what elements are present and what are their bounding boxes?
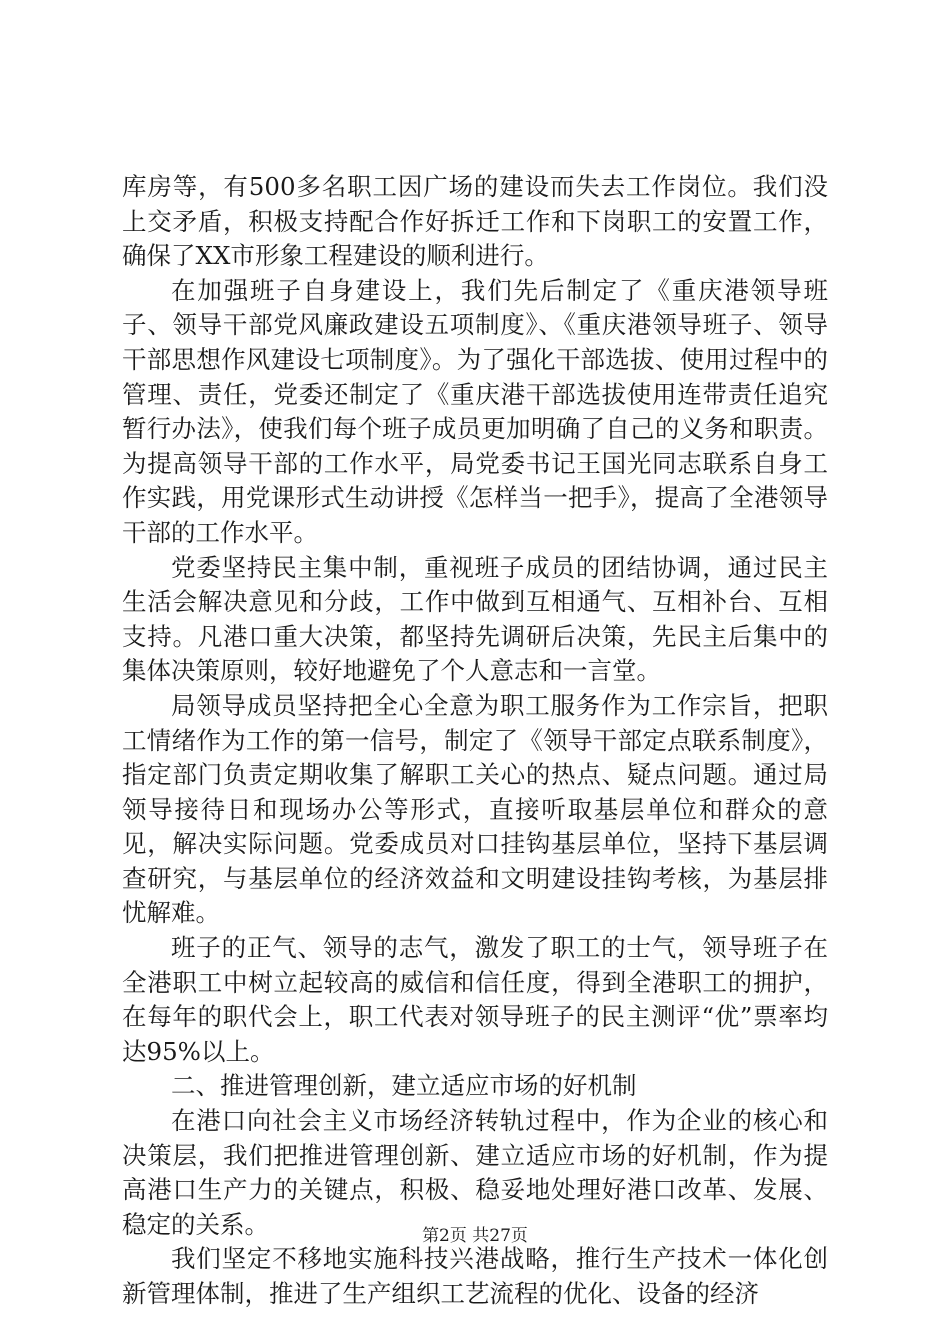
paragraph-2: 在加强班子自身建设上，我们先后制定了《重庆港领导班子、领导干部党风廉政建设五项制度》、《重庆港领导班子、领导干部思想作风建设七项制度》。为了强化干部选拔、使用过程中的管理、责任，党委还制定了《重庆港干部选拔使用连带责任追究暂行办法》，使我们每个班子成员更加明确了自己的义务和职责。为提高领导干部的工作水平，局党委书记王国光同志联系自身工作实践，用党课形式生动讲授《怎样当一把手》，提高了全港领导干部的工作水平。 [122,275,828,547]
section-heading: 二、推进管理创新，建立适应市场的好机制 [171,1071,637,1101]
paragraph-5: 班子的正气、领导的志气，激发了职工的士气，领导班子在全港职工中树立起较高的威信和信任度，得到全港职工的拥护，在每年的职代会上，职工代表对领导班子的民主测评“优”票率均达95%以上。 [122,933,828,1066]
paragraph-7: 我们坚定不移地实施科技兴港战略，推行生产技术一体化创新管理体制，推进了生产组织工艺流程的优化、设备的经济 [122,1244,828,1308]
document-body [122,170,828,1312]
paragraph-3: 党委坚持民主集中制，重视班子成员的团结协调，通过民主生活会解决意见和分歧，工作中做到互相通气、互相补台、互相支持。凡港口重大决策，都坚持先调研后决策，先民主后集中的集体决策原则，较好地避免了个人意志和一言堂。 [122,552,828,686]
paragraph-4: 局领导成员坚持把全心全意为职工服务作为工作宗旨，把职工情绪作为工作的第一信号，制定了《领导干部定点联系制度》，指定部门负责定期收集了解职工关心的热点、疑点问题。通过局领导接待日和现场办公等形式，直接听取基层单位和群众的意见，解决实际问题。党委成员对口挂钩基层单位，坚持下基层调查研究，与基层单位的经济效益和文明建设挂钩考核，为基层排忧解难。 [122,690,828,928]
paragraph-6: 在港口向社会主义市场经济转轨过程中，作为企业的核心和决策层，我们把推进管理创新、建立适应市场的好机制，作为提高港口生产力的关键点，积极、稳妥地处理好港口改革、发展、稳定的关系。 [122,1106,828,1239]
paragraph-1: 库房等，有500多名职工因广场的建设而失去工作岗位。我们没上交矛盾，积极支持配合作好拆迁工作和下岗职工的安置工作，确保了XX市形象工程建设的顺利进行。 [122,172,828,271]
page-number-footer: 第2页 共27页 [422,1226,528,1246]
